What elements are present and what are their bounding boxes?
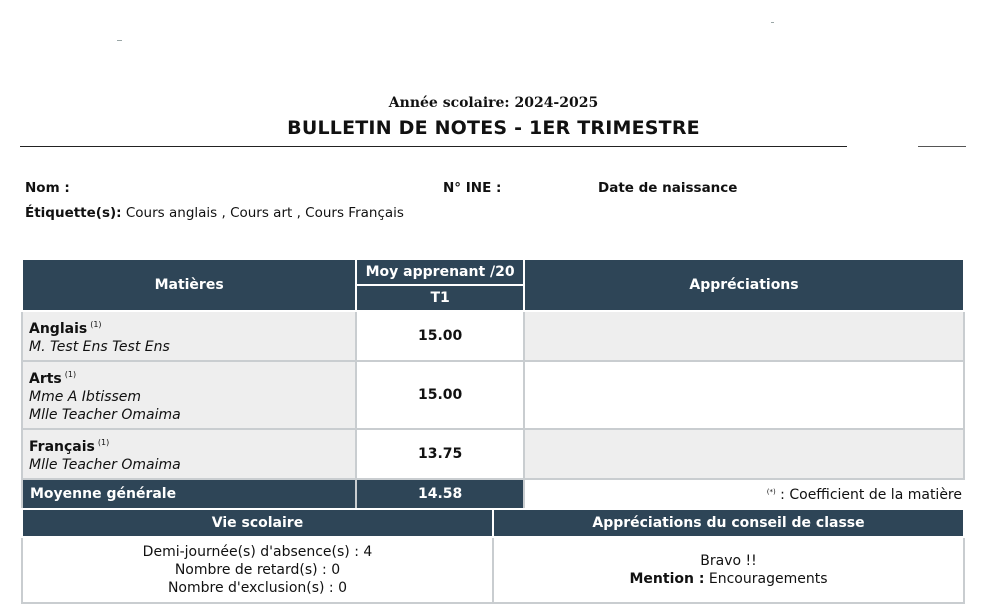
school-life-details xyxy=(22,537,493,603)
coefficient-legend-mark: (*) xyxy=(766,487,776,496)
title-divider xyxy=(20,146,847,147)
grade-cell: 15.00 xyxy=(356,311,524,361)
exclusions-count: Nombre d'exclusion(s) : 0 xyxy=(167,580,347,596)
scan-speck xyxy=(771,22,774,23)
scan-speck xyxy=(117,40,122,41)
appreciation-cell xyxy=(524,429,964,479)
coefficient-legend-text: : Coefficient de la matière xyxy=(775,486,962,503)
teacher-name: Mlle Teacher Omaima xyxy=(29,457,181,473)
header-appreciations: Appréciations xyxy=(524,259,964,311)
appreciation-cell xyxy=(524,361,964,429)
student-tags-value: Cours anglais , Cours art , Cours Français xyxy=(121,205,404,221)
mention xyxy=(495,570,962,588)
subject-cell xyxy=(22,311,356,361)
grade-cell: 13.75 xyxy=(356,429,524,479)
header-average: Moy apprenant /20 xyxy=(356,259,524,285)
coefficient-legend xyxy=(524,479,964,509)
student-ine-label: N° INE : xyxy=(443,180,502,196)
subject-cell xyxy=(22,429,356,479)
teacher-name: M. Test Ens Test Ens xyxy=(29,339,170,355)
student-dob-field xyxy=(598,180,737,196)
subject-name: Français xyxy=(29,439,95,455)
absences-count: Demi-journée(s) d'absence(s) : 4 xyxy=(142,544,373,560)
grade-cell: 15.00 xyxy=(356,361,524,429)
coefficient-mark: (1) xyxy=(64,370,77,379)
student-name-field xyxy=(25,180,70,196)
header-subjects: Matières xyxy=(22,259,356,311)
student-tags-label: Étiquette(s): xyxy=(25,205,122,221)
school-life-header: Vie scolaire xyxy=(22,509,493,537)
coefficient-mark: (1) xyxy=(90,320,102,329)
school-year: Année scolaire: 2024-2025 xyxy=(388,95,599,111)
mention-label: Mention : xyxy=(629,571,705,587)
subject-name: Arts xyxy=(29,371,62,387)
general-average-label: Moyenne générale xyxy=(22,479,356,509)
appreciation-cell xyxy=(524,311,964,361)
class-council-details xyxy=(493,537,964,603)
school-life-table xyxy=(21,508,965,604)
table-row xyxy=(22,311,964,361)
student-ine-field xyxy=(443,180,501,196)
page-title: BULLETIN DE NOTES - 1ER TRIMESTRE xyxy=(287,117,700,139)
council-comment: Bravo !! xyxy=(700,553,757,569)
coefficient-mark: (1) xyxy=(97,438,110,447)
delays-count: Nombre de retard(s) : 0 xyxy=(174,562,341,578)
grades-table xyxy=(21,258,965,510)
subject-name: Anglais xyxy=(29,321,88,337)
student-name-label: Nom : xyxy=(25,180,70,196)
student-dob-label: Date de naissance xyxy=(598,180,738,196)
subject-cell xyxy=(22,361,356,429)
general-average-value: 14.58 xyxy=(356,479,524,509)
mention-value: Encouragements xyxy=(704,571,828,587)
header-term: T1 xyxy=(356,285,524,311)
class-council-header: Appréciations du conseil de classe xyxy=(493,509,964,537)
table-row xyxy=(22,361,964,429)
student-tags-field xyxy=(25,205,404,221)
teacher-name: Mlle Teacher Omaima xyxy=(29,407,181,423)
table-row xyxy=(22,429,964,479)
title-divider-fragment xyxy=(918,146,966,147)
teacher-name: Mme A Ibtissem xyxy=(29,389,142,405)
general-average-row xyxy=(22,479,964,509)
